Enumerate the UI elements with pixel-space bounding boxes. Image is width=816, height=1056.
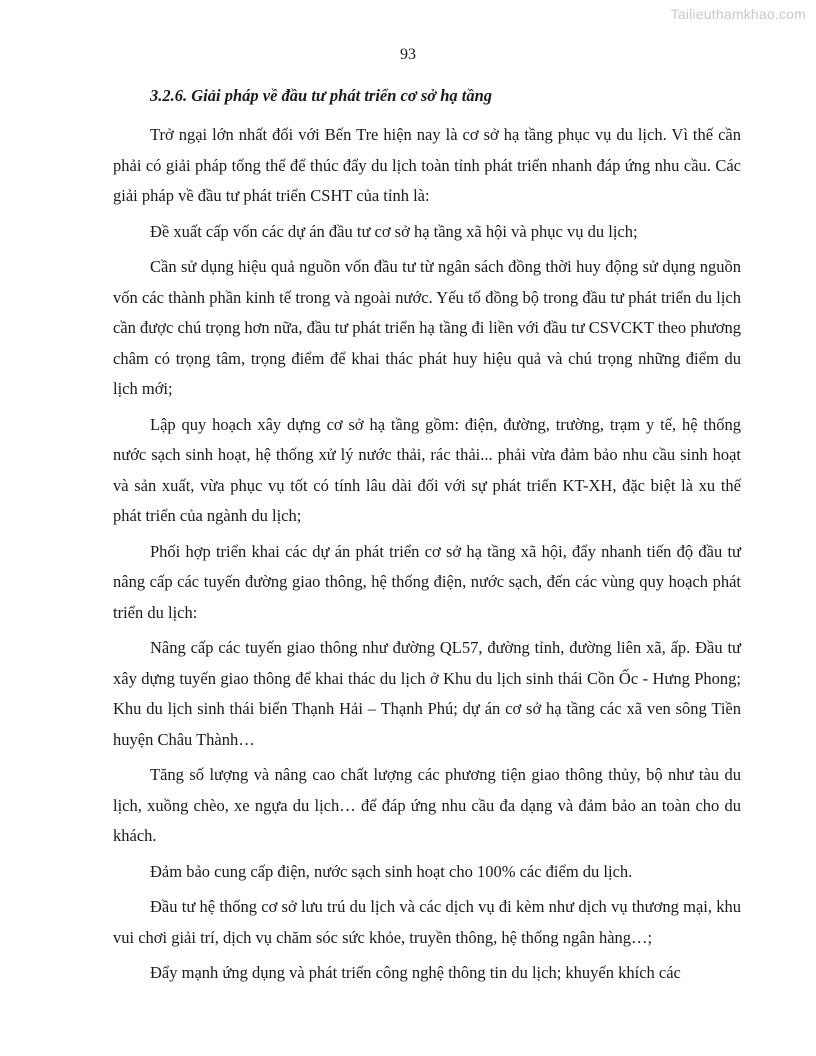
page-number: 93	[400, 46, 416, 63]
watermark: Tailieuthamkhao.com	[670, 6, 806, 22]
paragraph-information-technology: Đẩy mạnh ứng dụng và phát triển công nghệ thông tin du lịch; khuyến khích các	[150, 963, 681, 982]
paragraph-road-upgrade: Nâng cấp các tuyến giao thông như đường QL57, đường tỉnh, đường liên xã, ấp. Đầu tư xây dựng tuyến giao thông để khai thác du lịch ở Khu du lịch sinh thái Cồn Ốc - Hưng Phong; Khu du lịch sinh thái biển Thạnh Hải – Thạnh Phú; dự án cơ sở hạ tầng các xã ven sông Tiền huyện Châu Thành…	[113, 638, 741, 749]
paragraph-transport-vehicles: Tăng số lượng và nâng cao chất lượng các phương tiện giao thông thủy, bộ như tàu du lịch, xuồng chèo, xe ngựa du lịch… để đáp ứng nhu cầu đa dạng và đảm bảo an toàn cho du khách.	[113, 765, 741, 845]
paragraph-utilities: Đảm bảo cung cấp điện, nước sạch sinh hoạt cho 100% các điểm du lịch.	[150, 861, 633, 881]
paragraph-capital-proposal: Đề xuất cấp vốn các dự án đầu tư cơ sở hạ tầng xã hội và phục vụ du lịch;	[150, 221, 638, 241]
paragraph-accommodation: Đầu tư hệ thống cơ sở lưu trú du lịch và các dịch vụ đi kèm như dịch vụ thương mại, khu vui chơi giải trí, dịch vụ chăm sóc sức khỏe, truyền thông, hệ thống ngân hàng…;	[113, 897, 741, 947]
paragraph-capital-efficiency: Cần sử dụng hiệu quả nguồn vốn đầu tư từ ngân sách đồng thời huy động sử dụng nguồn vốn các thành phần kinh tế trong và ngoài nước. Yếu tố đồng bộ trong đầu tư phát triển du lịch cần được chú trọng hơn nữa, đầu tư phát triển hạ tầng đi liền với đầu tư CSVCKT theo phương châm có trọng tâm, trọng điểm để khai thác phát huy hiệu quả và chú trọng những điểm du lịch mới;	[113, 257, 741, 398]
paragraph-project-coordination: Phối hợp triển khai các dự án phát triển cơ sở hạ tầng xã hội, đẩy nhanh tiến độ đầu tư nâng cấp các tuyến đường giao thông, hệ thống điện, nước sạch, đến các vùng quy hoạch phát triển du lịch:	[113, 541, 741, 622]
section-heading: 3.2.6. Giải pháp về đầu tư phát triển cơ sở hạ tầng	[150, 86, 493, 105]
document-body	[113, 84, 741, 989]
paragraph-intro: Trở ngại lớn nhất đối với Bến Tre hiện nay là cơ sở hạ tầng phục vụ du lịch. Vì thế cần phải có giải pháp tổng thể để thúc đẩy du lịch toàn tỉnh phát triển nhanh đáp ứng nhu cầu. Các giải pháp về đầu tư phát triển CSHT của tỉnh là:	[113, 125, 741, 205]
paragraph-infrastructure-planning: Lập quy hoạch xây dựng cơ sở hạ tầng gồm: điện, đường, trường, trạm y tế, hệ thống nước sạch sinh hoạt, hệ thống xử lý nước thải, rác thải... phải vừa đảm bảo nhu cầu sinh hoạt và sản xuất, vừa phục vụ tốt có tính lâu dài đối với sự phát triển KT-XH, đặc biệt là xu thế phát triển của ngành du lịch;	[113, 414, 741, 525]
